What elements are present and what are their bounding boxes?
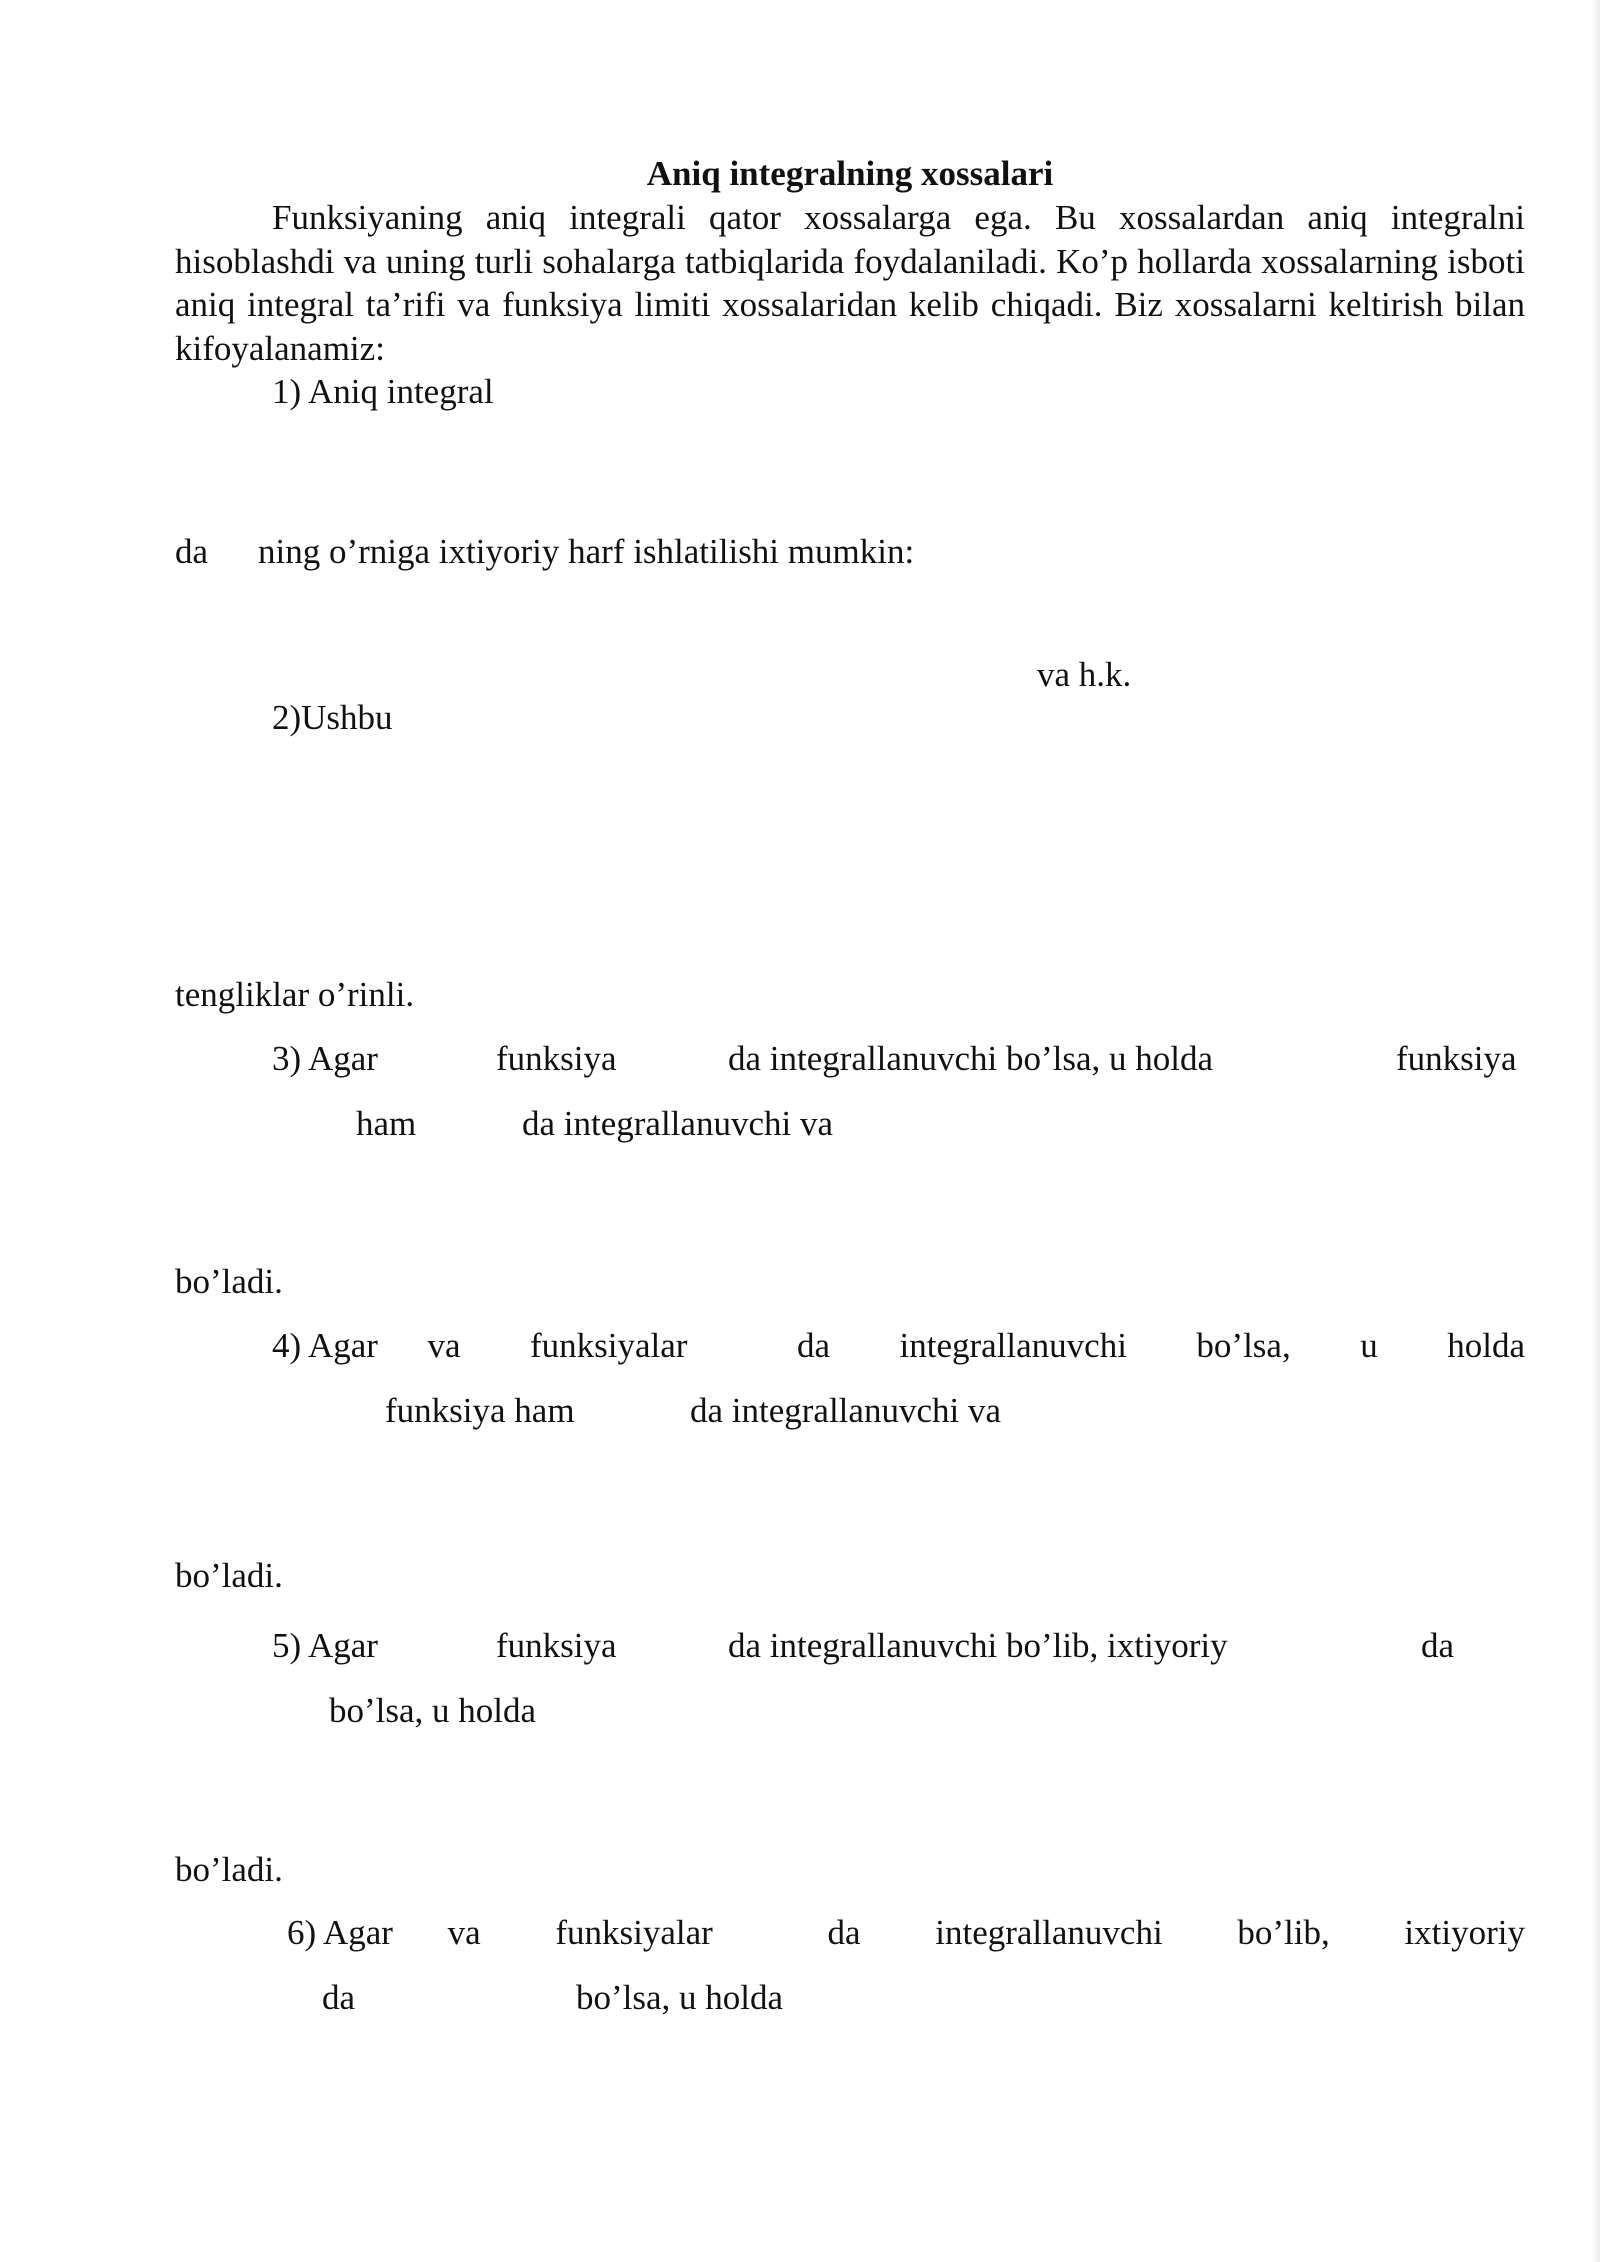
property-3-da-integ-va: da integrallanuvchi va xyxy=(522,1104,833,1143)
property-6-da: da xyxy=(827,1913,861,1952)
property-4-end: bo’ladi. xyxy=(175,1556,283,1595)
property-5-bolsa: bo’lsa, u holda xyxy=(329,1691,537,1730)
property-6-da-2: da xyxy=(322,1978,356,2017)
intro-paragraph: Funksiyaning aniq integrali qator xossalarga ega. Bu xossalardan aniq integralni hisoblashdi va uning turli sohalarga tatbiqlarida foydalaniladi. Ko’p hollarda xossalarning isboti aniq integral ta’rifi va funksiya limiti xossalaridan kelib chiqadi. Biz xossalarni keltirish bilan kifoyalanamiz: xyxy=(175,198,1525,368)
property-3-da-integ: da integrallanuvchi bo’lsa, u holda xyxy=(728,1039,1213,1078)
property-6-agar: 6) Agar xyxy=(287,1913,393,1952)
property-3-end: bo’ladi. xyxy=(175,1262,283,1301)
property-4-funksiyalar: funksiyalar xyxy=(530,1326,688,1365)
property-6-funksiyalar: funksiyalar xyxy=(555,1913,713,1952)
property-4-holda: holda xyxy=(1447,1326,1525,1365)
property-5-funksiya: funksiya xyxy=(496,1626,617,1665)
property-1-label: 1) Aniq integral xyxy=(272,372,494,411)
property-5-agar: 5) Agar xyxy=(272,1626,378,1665)
property-4-integ: integrallanuvchi xyxy=(899,1326,1127,1365)
property-4-da-integ-va: da integrallanuvchi va xyxy=(690,1391,1001,1430)
property-6-bolsa: bo’lsa, u holda xyxy=(576,1978,784,2017)
property-1-text: ning o’rniga ixtiyoriy harf ishlatilishi mumkin: xyxy=(258,532,915,571)
property-3-ham: ham xyxy=(356,1104,417,1143)
property-6-line-1 xyxy=(287,1911,1525,1955)
page-edge-shadow xyxy=(1592,0,1600,2262)
property-6-bolib: bo’lib, xyxy=(1237,1913,1330,1952)
property-5-da-integ: da integrallanuvchi bo’lib, ixtiyoriy xyxy=(728,1626,1228,1665)
property-2-end: tengliklar o’rinli. xyxy=(175,975,415,1014)
property-2-label: 2)Ushbu xyxy=(272,698,393,737)
property-3-funksiya-2: funksiya xyxy=(1396,1039,1517,1078)
property-6-integ: integrallanuvchi xyxy=(935,1913,1163,1952)
property-4-bolsa: bo’lsa, xyxy=(1196,1326,1291,1365)
property-5-end: bo’ladi. xyxy=(175,1850,283,1889)
property-4-agar: 4) Agar xyxy=(272,1326,378,1365)
property-1-etc: va h.k. xyxy=(1037,655,1132,694)
property-6-ixtiyoriy: ixtiyoriy xyxy=(1404,1913,1525,1952)
property-4-da: da xyxy=(796,1326,830,1365)
page-title: Aniq integralning xossalari xyxy=(646,154,1054,193)
property-4-u: u xyxy=(1360,1326,1378,1365)
property-6-va: va xyxy=(447,1913,481,1952)
property-1-da: da xyxy=(175,532,209,571)
property-3-funksiya: funksiya xyxy=(496,1039,617,1078)
property-3-agar: 3) Agar xyxy=(272,1039,378,1078)
property-4-line-1 xyxy=(272,1324,1525,1368)
property-5-da: da xyxy=(1421,1626,1455,1665)
property-4-funksiya-ham: funksiya ham xyxy=(385,1391,575,1430)
property-4-va: va xyxy=(427,1326,461,1365)
